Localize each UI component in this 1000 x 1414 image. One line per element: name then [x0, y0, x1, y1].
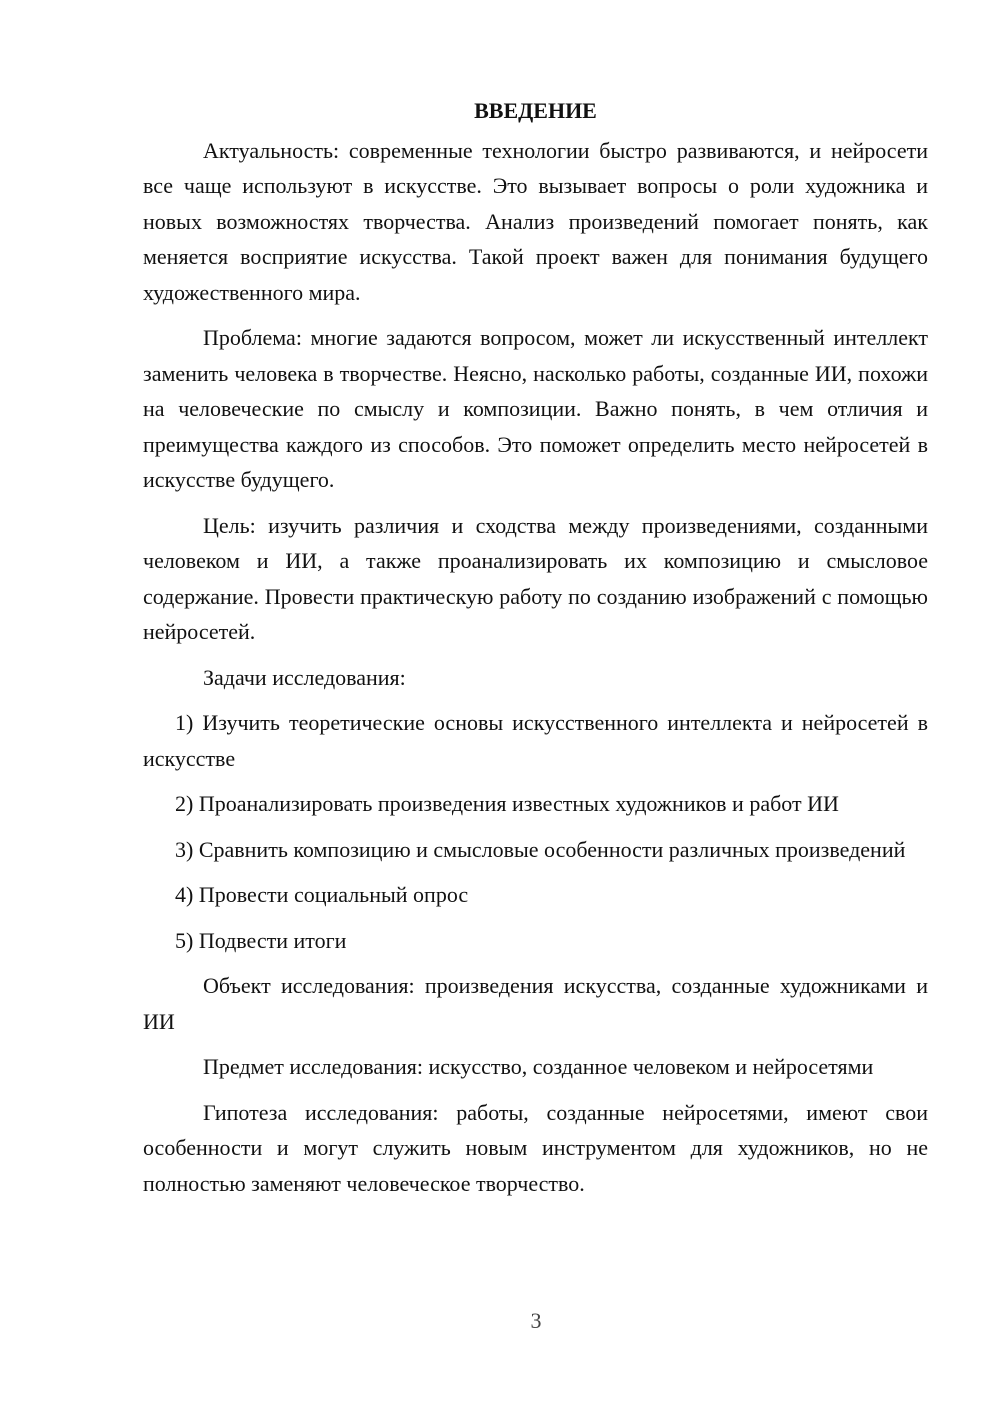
problem-paragraph: Проблема: многие задаются вопросом, может ли искусственный интеллект заменить человека в творчестве. Неясно, насколько работы, созданные ИИ, похожи на человеческие по смыслу и композиции. Важно понять, в чем отличия и преимущества каждого из способов. Это поможет определить место нейросетей в искусстве будущего. — [143, 325, 928, 492]
page-number: 3 — [530, 1308, 542, 1333]
task-item-1: 1) Изучить теоретические основы искусственного интеллекта и нейросетей в искусстве — [143, 710, 928, 771]
relevance-paragraph: Актуальность: современные технологии быстро развиваются, и нейросети все чаще используют в искусстве. Это вызывает вопросы о роли художника и новых возможностях творчества. Анализ произведений помогает понять, как меняется восприятие искусства. Такой проект важен для понимания будущего художественного мира. — [143, 137, 928, 305]
goal-paragraph: Цель: изучить различия и сходства между произведениями, созданными человеком и ИИ, а также проанализировать их композицию и смысловое содержание. Провести практическую работу по созданию изображений с помощью нейросетей. — [143, 512, 928, 644]
object-paragraph: Объект исследования: произведения искусства, созданные художниками и ИИ — [143, 973, 928, 1034]
tasks-heading: Задачи исследования: — [203, 664, 406, 690]
task-item-5: 5) Подвести итоги — [175, 927, 347, 953]
task-item-2: 2) Проанализировать произведения известных художников и работ ИИ — [175, 791, 839, 816]
section-title: ВВЕДЕНИЕ — [474, 98, 597, 123]
subject-paragraph: Предмет исследования: искусство, созданное человеком и нейросетями — [203, 1054, 874, 1079]
page-content — [143, 93, 928, 1211]
task-item-4: 4) Провести социальный опрос — [175, 882, 469, 907]
hypothesis-paragraph: Гипотеза исследования: работы, созданные нейросетями, имеют свои особенности и могут служить новым инструментом для художников, но не полностью заменяют человеческое творчество. — [143, 1099, 928, 1196]
task-item-3: 3) Сравнить композицию и смысловые особенности различных произведений — [175, 836, 906, 862]
